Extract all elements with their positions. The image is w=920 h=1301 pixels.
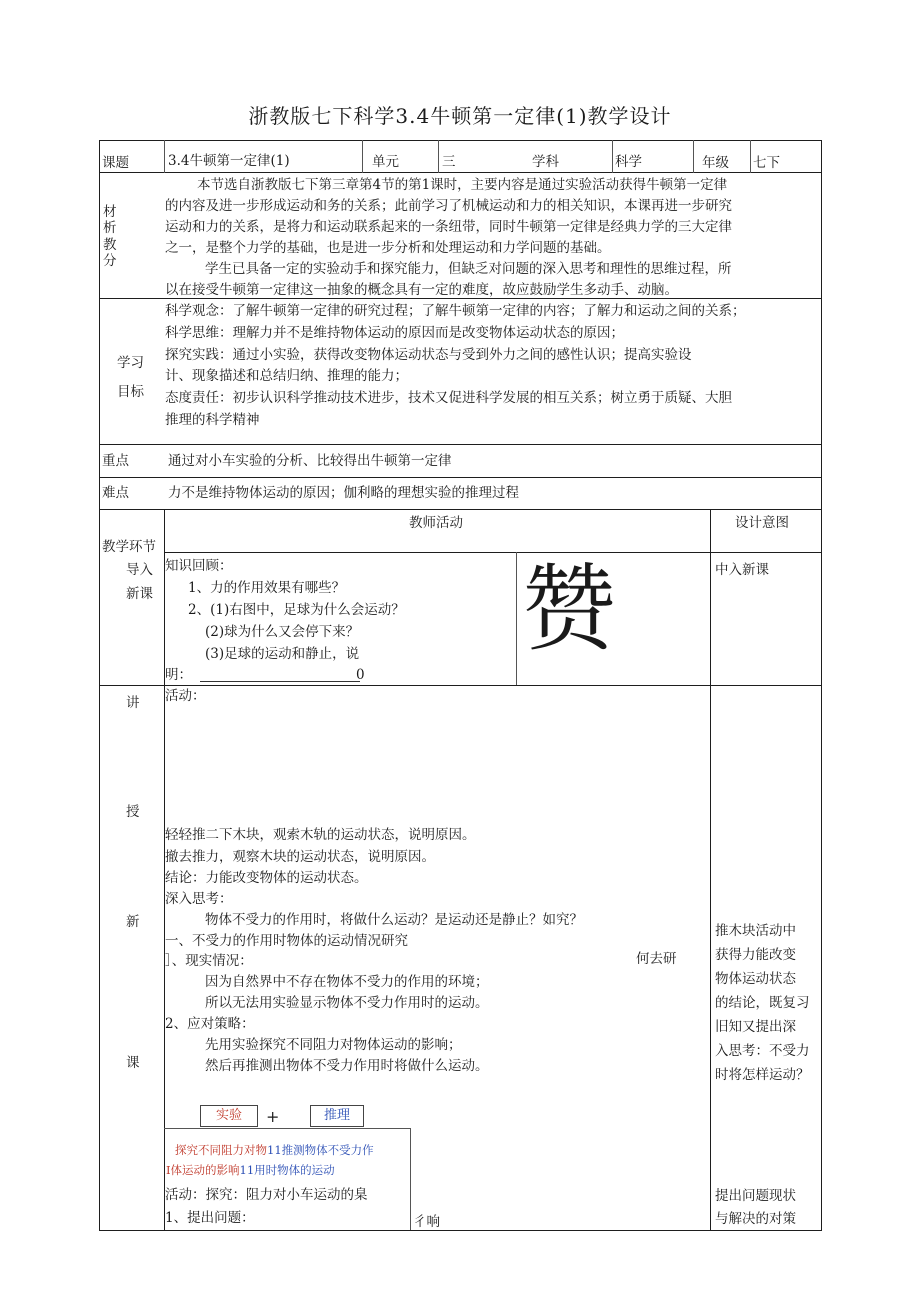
experiment-box: 实验	[200, 1105, 258, 1127]
fill-in-blank-line	[200, 681, 360, 682]
unit-label: 单元	[372, 154, 399, 170]
lesson-intent-line: 获得力能改变	[715, 947, 796, 963]
topic-value: 3.4牛顿第一定律(1)	[168, 153, 290, 169]
plus-sign: +	[266, 1107, 280, 1126]
intro-line: 0	[356, 667, 365, 683]
material-line: 学生已具备一定的实验动手和探究能力，但缺乏对问题的深入思考和理性的思维过程，所	[205, 261, 732, 277]
subject-value: 科学	[615, 154, 642, 170]
diagram-line-2-red: I体运动的影响	[166, 1163, 240, 1177]
material-label-1: 材	[103, 204, 117, 220]
goals-label-2: 目标	[117, 384, 144, 400]
lesson-intent-line: 物体运动状态	[715, 971, 796, 987]
document-title: 浙教版七下科学3.4牛顿第一定律(1)教学设计	[248, 104, 672, 128]
goal-line: 推理的科学精神	[165, 412, 260, 428]
material-line: 的内容及进一步形成运动和务的关系；此前学习了机械运动和力的相关知识，本课再进一步研究	[165, 198, 732, 214]
lesson-line: 然后再推测出物体不受力作用时将做什么运动。	[205, 1058, 489, 1074]
lesson-activity-label: 活动：	[165, 688, 206, 704]
lesson-question: 1、提出问题：	[165, 1210, 255, 1226]
lesson-intent-line: 入思考：不受力	[715, 1043, 810, 1059]
goal-line: 态度责任：初步认识科学推动技术进步，技术又促进科学发展的相互关系；树立勇于质疑、大胆	[165, 390, 732, 406]
material-line: 本节选自浙教版七下第三章第4节的第1课时，主要内容是通过实验活动获得牛顿第一定律	[197, 177, 728, 193]
lesson-line: 因为自然界中不存在物体不受力的作用的环境；	[205, 974, 489, 990]
lesson-line: 轻轻推二下木块，观索木轨的运动状态，说明原因。	[165, 827, 476, 843]
process-label: 教学环节	[102, 539, 156, 555]
material-line: 运动和力的关系，是将力和运动联系起来的一条纽带，同时牛顿第一定律是经典力学的三大定律	[165, 219, 732, 235]
intro-line: 明：	[165, 667, 192, 683]
goal-line: 计、现象描述和总结归纳、推理的能力；	[165, 368, 408, 384]
lesson-line: 撤去推力，观察木块的运动状态，说明原因。	[165, 849, 435, 865]
material-label-2: 析	[103, 220, 117, 236]
intro-label-1: 导入	[126, 562, 153, 578]
lesson-line: 物体不受力的作用时，将做什么运动？是运动还是静止？如究？	[205, 912, 583, 928]
lesson-intent-2-line: 提出问题现状	[715, 1188, 796, 1204]
lesson-line: 2、应对策略：	[165, 1016, 255, 1032]
intro-line: 知识回顾：	[165, 558, 233, 574]
lesson-intent-line: 的结论，既复习	[715, 995, 810, 1011]
lesson-line: 深入思考：	[165, 891, 233, 907]
lesson-intent-2-line: 与解决的对策	[715, 1211, 796, 1227]
reasoning-box: 推理	[310, 1105, 364, 1127]
lesson-line: 先用实验探究不同阻力对物体运动的影响；	[205, 1037, 462, 1053]
goal-line: 科学观念：了解牛顿第一定律的研究过程；了解牛顿第一定律的内容；了解力和运动之间的关系；	[165, 303, 746, 319]
grade-label: 年级	[702, 155, 729, 171]
design-intent-header: 设计意图	[735, 515, 789, 531]
football-image-placeholder: 赞	[522, 555, 617, 664]
goal-line: 科学思维：理解力并不是维持物体运动的原因而是改变物体运动状态的原因；	[165, 325, 624, 341]
subject-label: 学科	[532, 154, 559, 170]
unit-value: 三	[442, 154, 456, 170]
key-point-text: 通过对小车实验的分析、比较得出牛顿第一定律	[168, 453, 452, 469]
material-line: 之一，是整个力学的基础，也是进一步分析和处理运动和力学问题的基础。	[165, 240, 611, 256]
grade-value: 七下	[753, 155, 780, 171]
lesson-line: 所以无法用实验显示物体不受力作用时的运动。	[205, 995, 489, 1011]
lesson-label-1: 讲	[126, 695, 140, 711]
lesson-label-4: 课	[126, 1055, 140, 1071]
diagram-line-1-red: 探究不同阻力对物	[175, 1143, 267, 1157]
lesson-intent-line: 时将怎样运动？	[715, 1067, 810, 1083]
intro-intent: 中入新课	[715, 562, 769, 578]
difficulty-text: 力不是维持物体运动的原因；伽利略的理想实验的推理过程	[168, 485, 519, 501]
material-line: 以在接受牛顿第一定律这一抽象的概念具有一定的难度，故应鼓励学生多动手、动脑。	[165, 282, 678, 298]
difficulty-label: 难点	[102, 485, 129, 501]
goal-line: 探究实践：通过小实验，获得改变物体运动状态与受到外力之间的感性认识；提高实验设	[165, 347, 692, 363]
diagram-line-2-blue: 11用时物体的运动	[239, 1163, 335, 1177]
goals-label-1: 学习	[117, 355, 144, 371]
key-point-label: 重点	[102, 453, 129, 469]
topic-label: 课题	[102, 155, 129, 171]
teacher-activity-header: 教师活动	[409, 515, 463, 531]
diagram-line-2	[166, 1162, 335, 1178]
material-label-3: 教	[103, 237, 117, 253]
intro-label-2: 新课	[126, 586, 153, 602]
material-label-4: 分	[103, 253, 117, 269]
intro-line: (3)足球的运动和静止，说	[205, 646, 360, 662]
lesson-activity-2: 活动：探究：阻力对小车运动的臬	[165, 1187, 368, 1203]
lesson-line: 何去研	[636, 951, 677, 967]
lesson-intent-line: 推木块活动中	[715, 923, 796, 939]
intro-line: (2)球为什么又会停下来？	[205, 624, 360, 640]
diagram-line-1-blue: 11推测物体不受力作	[267, 1143, 374, 1157]
diagram-line-1	[175, 1142, 374, 1158]
lesson-line: ］、现实情况：	[165, 953, 253, 969]
lesson-intent-line: 旧知又提出深	[715, 1019, 796, 1035]
lesson-line: 一、不受力的作用时物体的运动情况研究	[165, 933, 408, 949]
lesson-tail: 彳响	[413, 1214, 440, 1230]
intro-line: 2、(1)右图中，足球为什么会运动？	[188, 602, 405, 618]
lesson-line: 结论：力能改变物体的运动状态。	[165, 870, 368, 886]
intro-line: 1、力的作用效果有哪些？	[188, 580, 346, 596]
lesson-label-2: 授	[126, 804, 140, 820]
lesson-label-3: 新	[126, 914, 140, 930]
